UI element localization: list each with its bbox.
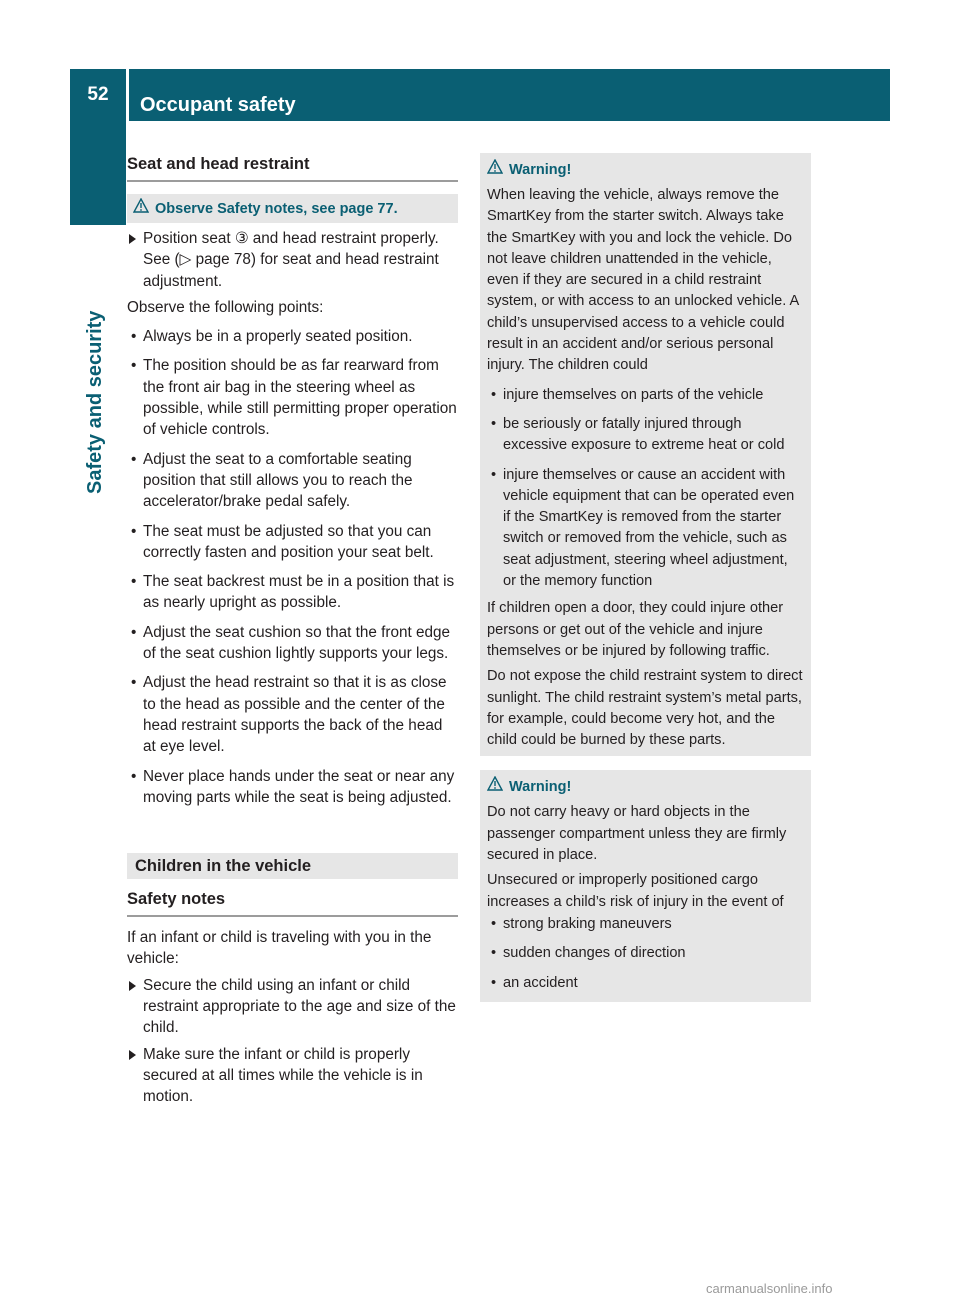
page-number: 52 bbox=[87, 84, 109, 105]
warning-text: Unsecured or improperly positioned cargo increases a child’s risk of injury in the event of bbox=[487, 872, 784, 910]
side-tab bbox=[70, 230, 126, 1300]
safety-notes-heading: Safety notes bbox=[127, 885, 458, 917]
step-secured-motion: Make sure the infant or child is properly secured at all times while the vehicle is in motion. bbox=[127, 1044, 458, 1108]
warning-triangle-icon bbox=[487, 159, 509, 180]
warning-text: Do not expose the child restraint system to direct sunlight. The child restraint system’s metal parts, for example, could become very hot, and the child could be burned by these parts. bbox=[487, 668, 803, 749]
warning-text: When leaving the vehicle, always remove the SmartKey from the starter switch. Always take the SmartKey with you and lock the vehicle. Do not leave children unattended in the vehicle, even if they are secured in a child restraint system, or with access to an unlocked vehicle. A child’s unsupervised access to a vehicle could result in an accident and/or serious personal injury. The children could bbox=[487, 187, 799, 374]
warning-text: If children open a door, they could injure other persons or get out of the vehicle and injure themselves or be injured by following traffic. bbox=[487, 600, 784, 659]
bullet-item: • injure themselves or cause an accident with vehicle equipment that can be operated even if the SmartKey is removed from the starter switch or removed from the vehicle, such as seat adjustment, steering wheel adjustment, or the memory function bbox=[491, 466, 795, 590]
warning-triangle-icon bbox=[487, 776, 509, 797]
step-arrow-icon bbox=[129, 1050, 136, 1060]
bullet-item: • The seat backrest must be in a position that is as nearly upright as possible. bbox=[131, 573, 455, 612]
right-column bbox=[480, 153, 811, 1002]
bullet-item: • Never place hands under the seat or near any moving parts while the seat is being adjusted. bbox=[131, 767, 455, 806]
bullet-dot-icon: • bbox=[131, 450, 137, 468]
side-tab-label: Safety and security bbox=[84, 310, 106, 494]
bullet-item: • Adjust the seat cushion so that the front edge of the seat cushion lightly supports your legs. bbox=[131, 623, 450, 663]
infant-intro-text: If an infant or child is traveling with you in the vehicle: bbox=[127, 929, 432, 968]
bullet-dot-icon: • bbox=[131, 328, 137, 346]
warning-text: Do not carry heavy or hard objects in the passenger compartment unless they are firmly secured in place. bbox=[487, 804, 787, 864]
bullet-dot-icon: • bbox=[131, 623, 137, 641]
step-position-seat: Position seat ③ and head restraint properly. See (▷ page 78) for seat and head restraint adjustment. bbox=[127, 228, 458, 292]
header-divider bbox=[126, 69, 129, 121]
seat-heading: Seat and head restraint bbox=[127, 150, 458, 182]
bullet-dot-icon: • bbox=[131, 522, 137, 540]
bullet-dot-icon: • bbox=[491, 974, 497, 991]
bullet-dot-icon: • bbox=[131, 767, 137, 785]
bullet-item: • Adjust the seat to a comfortable seating position that still allows you to reach the accelerator/brake pedal safely. bbox=[131, 450, 413, 511]
children-heading: Children in the vehicle bbox=[127, 853, 458, 879]
observe-note-box bbox=[127, 194, 458, 223]
bullet-dot-icon: • bbox=[131, 573, 137, 591]
observe-note bbox=[133, 198, 452, 219]
left-column bbox=[127, 150, 458, 1108]
bullet-item: • sudden changes of direction bbox=[487, 943, 804, 964]
warning-triangle-icon bbox=[133, 198, 155, 219]
bullet-dot-icon: • bbox=[491, 466, 497, 483]
bullet-item: • injure themselves on parts of the vehicle bbox=[487, 385, 804, 406]
bullet-item: • be seriously or fatally injured through excessive exposure to extreme heat or cold bbox=[491, 415, 785, 454]
bullet-dot-icon: • bbox=[491, 915, 497, 932]
bullet-dot-icon: • bbox=[131, 357, 137, 375]
side-block bbox=[70, 121, 126, 225]
bullet-item: • The position should be as far rearward from the front air bag in the steering wheel as possible, while still permitting proper operation of vehicle controls. bbox=[131, 357, 457, 439]
section-title: Occupant safety bbox=[140, 94, 296, 116]
bullet-dot-icon: • bbox=[131, 674, 137, 692]
warning-box-cargo bbox=[480, 770, 811, 1001]
bullet-item: • an accident bbox=[487, 973, 804, 994]
bullet-item: • strong braking maneuvers bbox=[487, 914, 804, 935]
step-secure-child: Secure the child using an infant or child restraint appropriate to the age and size of the child. bbox=[127, 975, 458, 1039]
observe-note-text: Observe Safety notes, see page 77. bbox=[155, 200, 398, 217]
observe-points-text: Observe the following points: bbox=[127, 298, 324, 316]
bullet-dot-icon: • bbox=[491, 386, 497, 403]
warning-box-children-unattended bbox=[480, 153, 811, 756]
warning-title: Warning! bbox=[487, 159, 804, 180]
bullet-item: • Always be in a properly seated position. bbox=[127, 326, 458, 347]
bullet-item: • Adjust the head restraint so that it is as close to the head as possible and the center of the head restraint supports the back of the head at eye level. bbox=[131, 674, 447, 756]
bullet-item: • The seat must be adjusted so that you can correctly fasten and position your seat belt. bbox=[131, 522, 434, 561]
step-arrow-icon bbox=[129, 234, 136, 244]
warning-title: Warning! bbox=[487, 776, 804, 797]
bullet-dot-icon: • bbox=[491, 415, 497, 432]
step-arrow-icon bbox=[129, 981, 136, 991]
bullet-dot-icon: • bbox=[491, 945, 497, 962]
watermark: carmanualsonline.info bbox=[706, 1281, 833, 1296]
